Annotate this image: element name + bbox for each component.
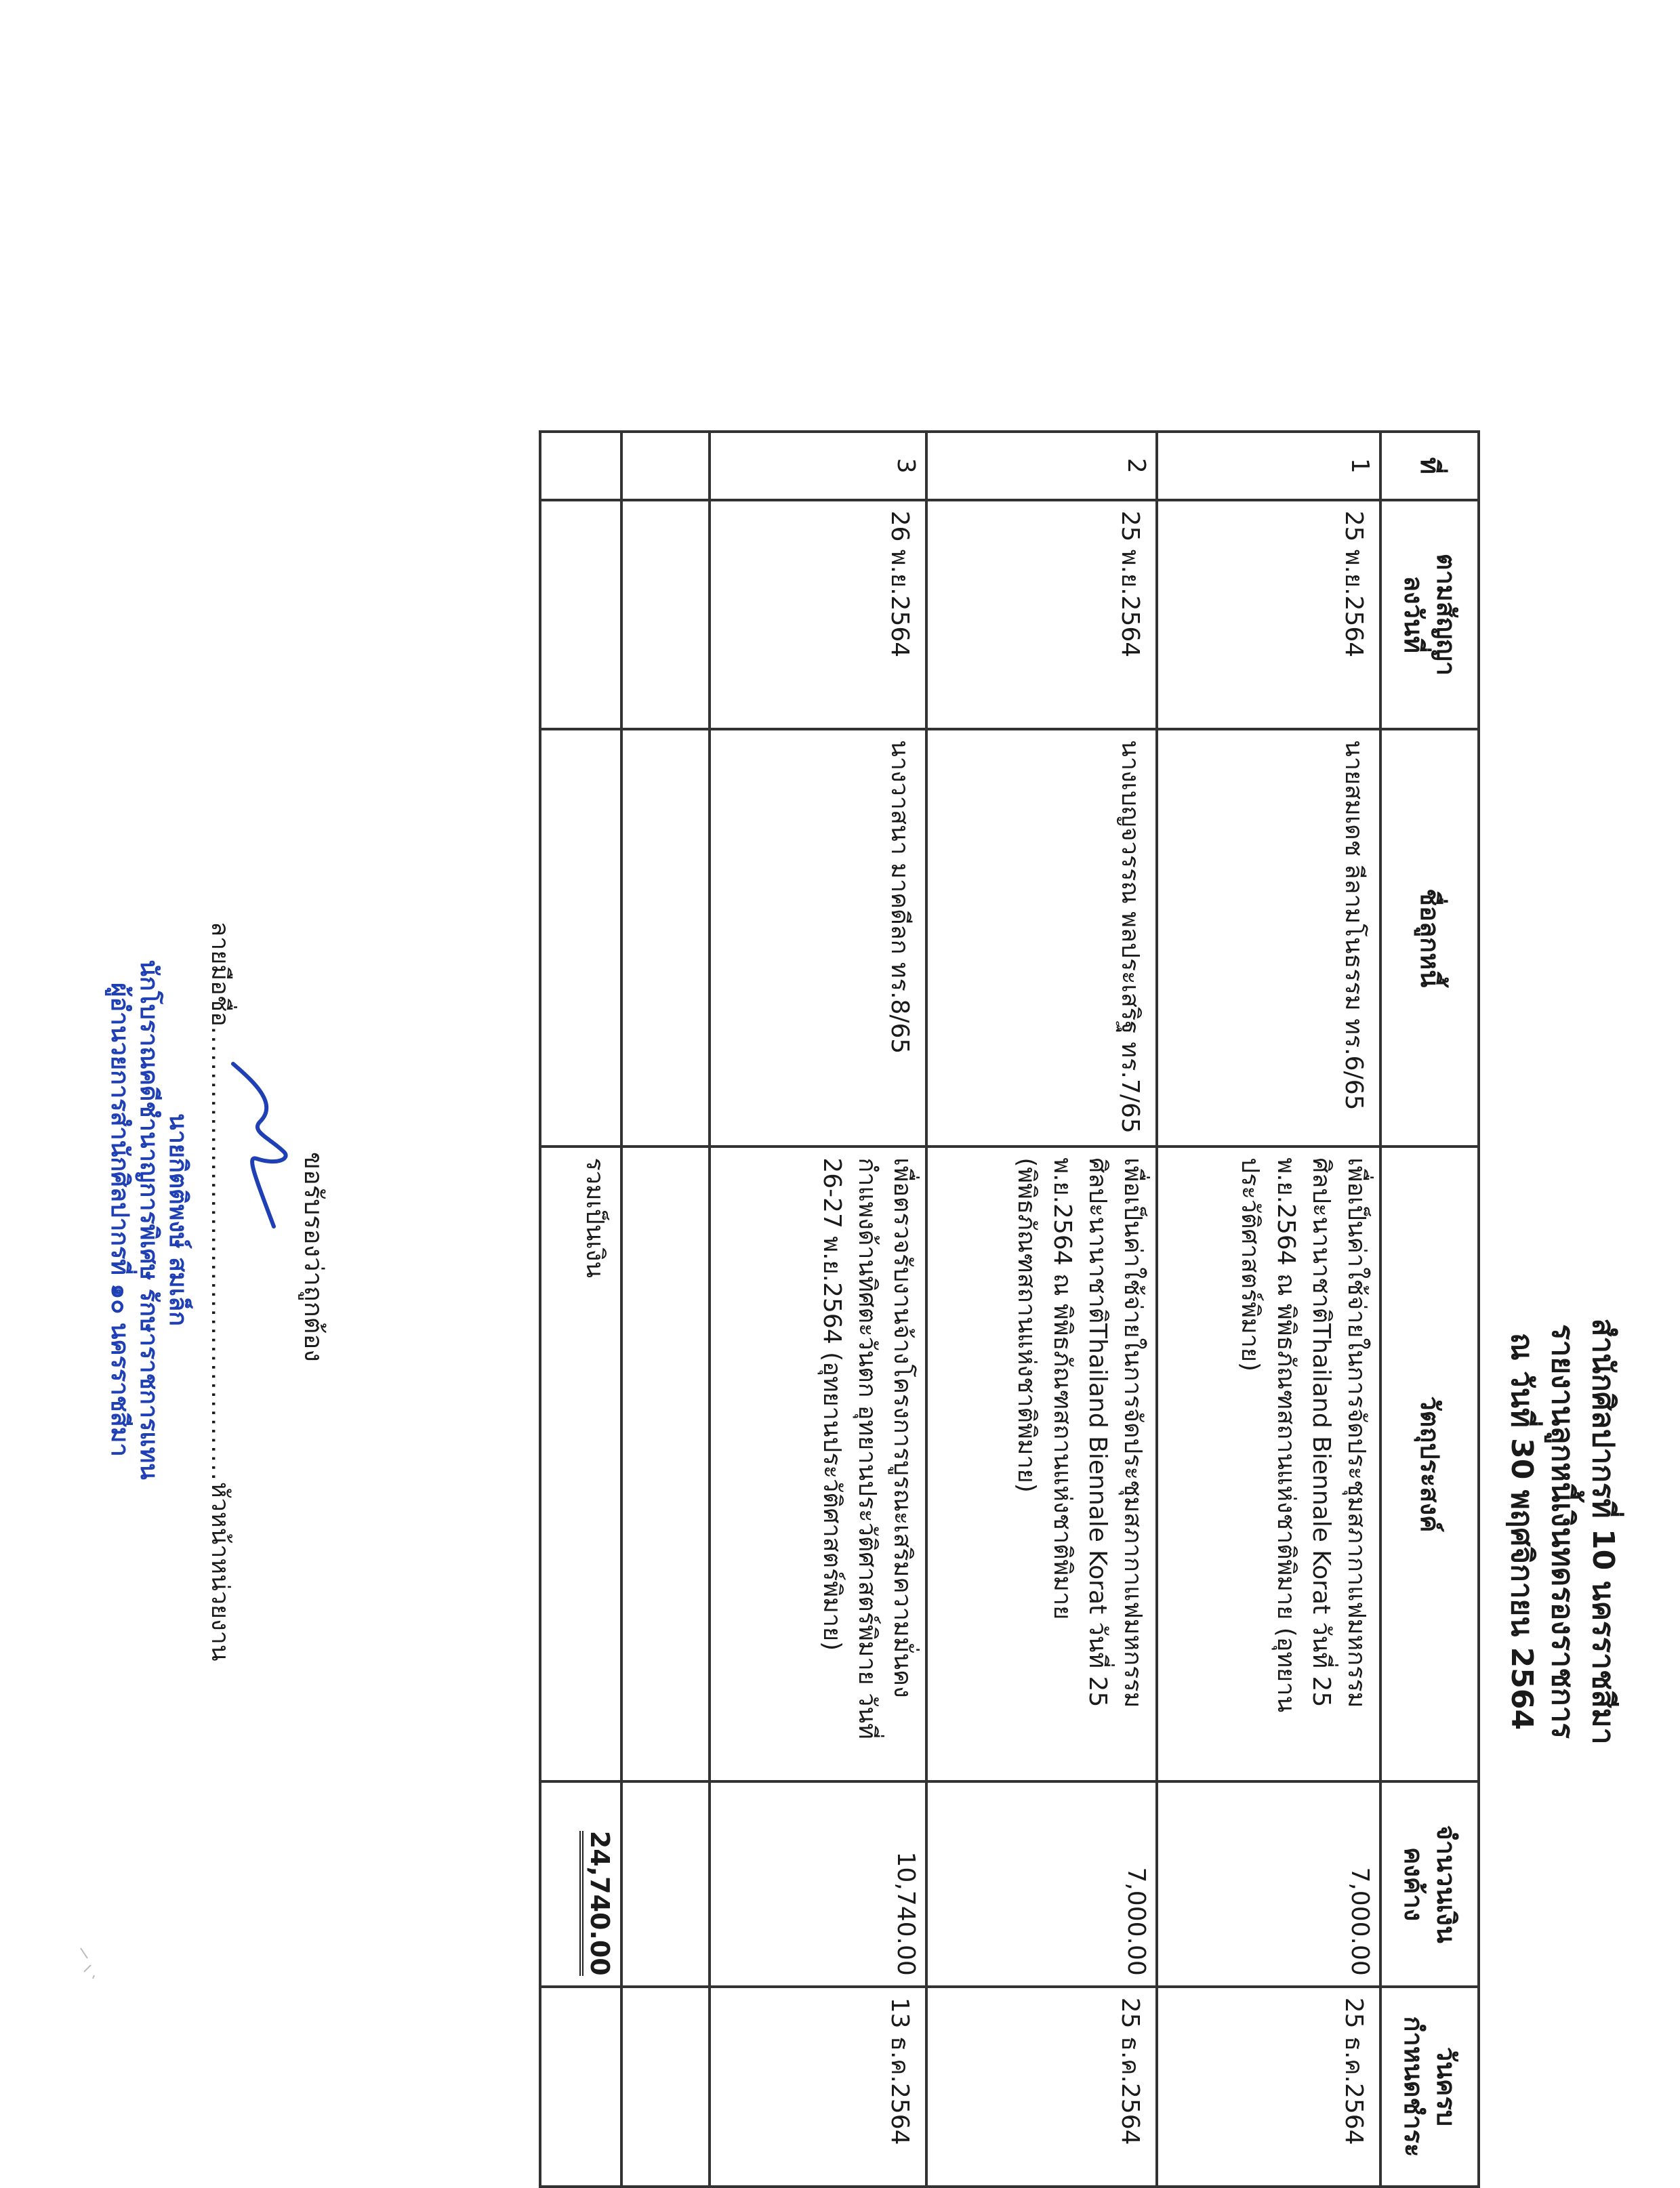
signature-suffix: หัวหน้าหน่วยงาน xyxy=(206,1481,234,1661)
table-row xyxy=(1157,432,1380,2187)
empty-cell xyxy=(540,500,621,730)
row-due-date: 25 ธ.ค.2564 xyxy=(926,1987,1157,2187)
purpose-line: ศิลปะนานาชาติThailand Biennale Korat วันที่ 25 xyxy=(1307,1157,1335,1708)
signature-dots: .................................................. xyxy=(206,1026,234,1482)
row-no: 1 xyxy=(1157,432,1380,500)
signature-line xyxy=(201,922,240,1661)
signature-prefix: ลายมือชื่อ xyxy=(206,922,234,1027)
scan-speck xyxy=(71,1945,101,1985)
empty-cell xyxy=(621,1147,710,1781)
purpose-line: ประวัติศาสตร์พิมาย) xyxy=(1236,1157,1265,1372)
table-row xyxy=(926,432,1157,2187)
col-header-amount-line1: จำนวนเงิน xyxy=(1431,1825,1461,1943)
purpose-line: ศิลปะนานาชาติThailand Biennale Korat วันที่ 25 xyxy=(1083,1157,1111,1708)
row-purpose xyxy=(926,1147,1157,1781)
row-no: 3 xyxy=(710,432,926,500)
header-report-title: รายงานลูกหนี้เงินทดรองราชการ xyxy=(1545,1324,1580,1739)
header-report-date: ณ วันที่ 30 พฤศจิกายน 2564 xyxy=(1504,1332,1539,1731)
col-header-no: ที่ xyxy=(1380,432,1479,500)
debtor-report-table xyxy=(539,430,1480,2188)
row-purpose xyxy=(1157,1147,1380,1781)
row-contract-date: 25 พ.ย.2564 xyxy=(926,500,1157,730)
row-debtor: นายสมเดช ลีลามโนธรรม ทร.6/65 xyxy=(1157,729,1380,1147)
purpose-line: เพื่อเป็นค่าใช้จ่ายในการจัดประชุมสภากาแฟมหกรรม xyxy=(1119,1157,1147,1708)
row-purpose xyxy=(710,1147,926,1781)
purpose-line: เพื่อเป็นค่าใช้จ่ายในการจัดประชุมสภากาแฟมหกรรม xyxy=(1343,1157,1370,1708)
purpose-line: กำแพงด้านทิศตะวันตก อุทยานประวัติศาสตร์พิมาย วันที่ xyxy=(853,1157,881,1739)
table-total-row xyxy=(540,432,621,2187)
official-stamp xyxy=(104,779,192,1660)
table-header-row xyxy=(1380,432,1479,2187)
col-header-due-line2: กำหนดชำระ xyxy=(1399,2016,1429,2158)
purpose-line: (พิพิธภัณฑสถานแห่งชาติพิมาย) xyxy=(1012,1157,1041,1493)
empty-cell xyxy=(621,1987,710,2187)
stamp-line1: นักโบราณคดีชำนาญการพิเศษ รักษาราชการแทน xyxy=(134,959,163,1480)
total-amount: 24,740.00 xyxy=(579,1831,615,1976)
purpose-line: เพื่อตรวจรับงานจ้างโครงการบูรณะเสริมความมั่นคง xyxy=(888,1157,916,1698)
total-label: รวมเป็นเงิน xyxy=(540,1147,621,1781)
row-debtor: นางเบญจวรรณ พลประเสริฐ ทร.7/65 xyxy=(926,729,1157,1147)
row-no: 2 xyxy=(926,432,1157,500)
row-amount: 7,000.00 xyxy=(926,1781,1157,1986)
row-contract-date: 26 พ.ย.2564 xyxy=(710,500,926,730)
row-amount: 10,740.00 xyxy=(710,1781,926,1986)
empty-cell xyxy=(621,729,710,1147)
col-header-amount xyxy=(1380,1781,1479,1986)
scan-speck-icon xyxy=(74,1945,101,1985)
col-header-amount-line2: คงค้าง xyxy=(1399,1846,1429,1922)
col-header-debtor: ชื่อลูกหนี้ xyxy=(1380,729,1479,1147)
row-amount: 7,000.00 xyxy=(1157,1781,1380,1986)
empty-cell xyxy=(621,1781,710,1986)
empty-cell xyxy=(621,432,710,500)
row-due-date: 25 ธ.ค.2564 xyxy=(1157,1987,1380,2187)
total-amount-cell xyxy=(540,1781,621,1986)
row-due-date: 13 ธ.ค.2564 xyxy=(710,1987,926,2187)
empty-cell xyxy=(621,500,710,730)
col-header-due-line1: วันครบ xyxy=(1431,2046,1461,2126)
table-row-empty xyxy=(621,432,710,2187)
purpose-line: พ.ย.2564 ณ พิพิธภัณฑสถานแห่งชาติพิมาย xyxy=(1048,1157,1076,1620)
col-header-due xyxy=(1380,1987,1479,2187)
col-header-purpose: วัตถุประสงค์ xyxy=(1380,1147,1479,1781)
header-office: สำนักศิลปากรที่ 10 นครราชสีมา xyxy=(1586,1318,1620,1745)
row-debtor: นางวาสนา มาคดีลก ทร.8/65 xyxy=(710,729,926,1147)
purpose-line: 26-27 พ.ย.2564 (อุทยานประวัติศาสตร์พิมาย) xyxy=(817,1157,846,1651)
col-header-contract-line2: ลงวันที่ xyxy=(1399,575,1429,653)
purpose-line: พ.ย.2564 ณ พิพิธภัณฑสถานแห่งชาติพิมาย (อุทยาน xyxy=(1271,1157,1300,1713)
stamp-line2: ผู้อำนวยการสำนักศิลปากรที่ ๑๐ นครราชสีมา xyxy=(105,983,134,1457)
col-header-contract xyxy=(1380,500,1479,730)
stamp-name: นายกิตติพงษ์ สมเล็ก xyxy=(164,1113,192,1326)
empty-cell xyxy=(540,1987,621,2187)
table-row xyxy=(710,432,926,2187)
empty-cell xyxy=(540,729,621,1147)
row-contract-date: 25 พ.ย.2564 xyxy=(1157,500,1380,730)
certification-text: ขอรับรองว่าถูกต้อง xyxy=(299,1152,329,1362)
col-header-contract-line1: ตามสัญญา xyxy=(1431,553,1461,676)
empty-cell xyxy=(540,432,621,500)
